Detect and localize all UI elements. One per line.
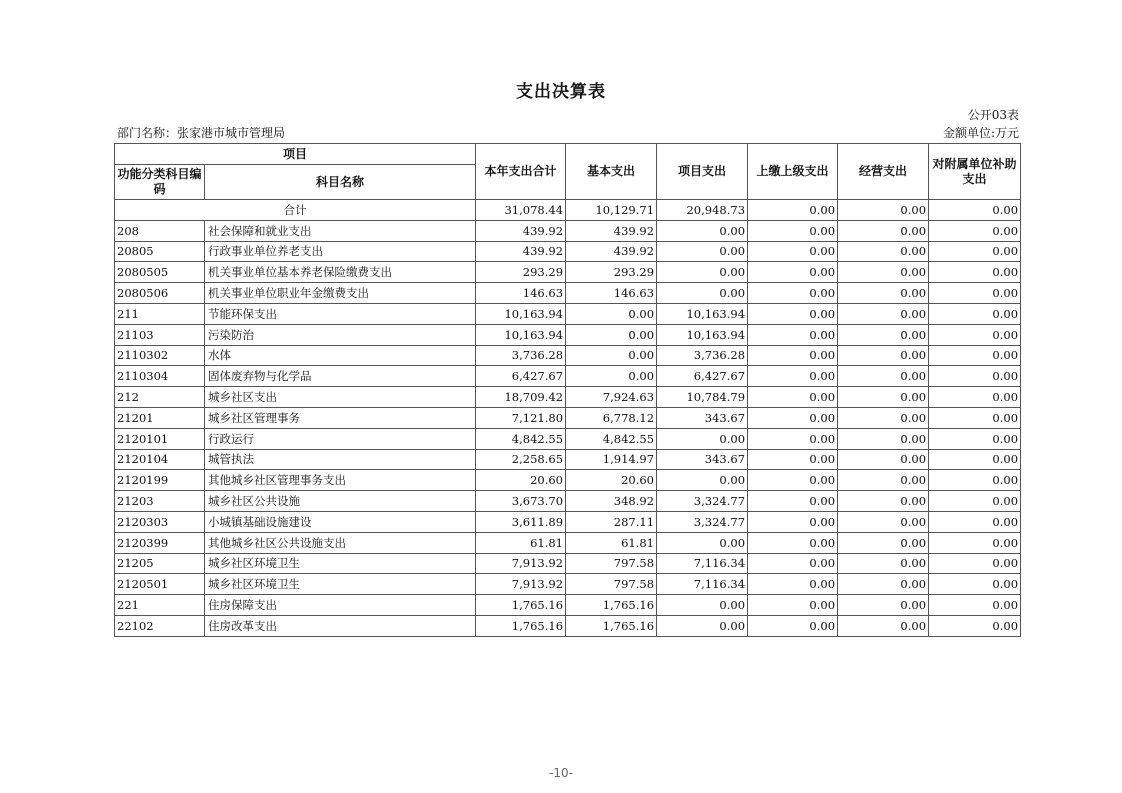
amount-unit-label: 金额单位:万元 [942,126,1019,140]
row-cell-business: 0.00 [838,553,929,574]
row-cell-subsidiary: 0.00 [929,241,1021,262]
row-cell-basic: 293.29 [566,262,657,283]
table-row [115,324,1021,345]
row-cell-project: 0.00 [657,470,748,491]
row-cell-basic: 797.58 [566,553,657,574]
row-cell-project: 3,324.77 [657,511,748,532]
row-code: 2120303 [115,511,205,532]
row-cell-business: 0.00 [838,345,929,366]
row-code: 2080505 [115,262,205,283]
row-item-name: 其他城乡社区公共设施支出 [205,532,476,553]
row-code: 212 [115,387,205,408]
total-cell-business: 0.00 [838,200,929,221]
row-cell-upper: 0.00 [748,449,838,470]
row-cell-subsidiary: 0.00 [929,303,1021,324]
row-cell-project: 0.00 [657,262,748,283]
row-code: 21203 [115,491,205,512]
row-item-name: 污染防治 [205,324,476,345]
table-row [115,491,1021,512]
row-item-name: 机关事业单位基本养老保险缴费支出 [205,262,476,283]
total-label: 合计 [115,200,476,221]
row-cell-subsidiary: 0.00 [929,449,1021,470]
row-cell-upper: 0.00 [748,595,838,616]
row-item-name: 住房改革支出 [205,615,476,636]
row-cell-upper: 0.00 [748,220,838,241]
header-basic: 基本支出 [566,144,657,200]
row-cell-total: 146.63 [476,283,566,304]
row-item-name: 机关事业单位职业年金缴费支出 [205,283,476,304]
row-cell-upper: 0.00 [748,615,838,636]
row-cell-upper: 0.00 [748,345,838,366]
row-cell-basic: 348.92 [566,491,657,512]
row-cell-subsidiary: 0.00 [929,595,1021,616]
row-code: 2120399 [115,532,205,553]
table-row [115,220,1021,241]
row-cell-business: 0.00 [838,366,929,387]
row-cell-subsidiary: 0.00 [929,491,1021,512]
row-code: 211 [115,303,205,324]
row-item-name: 城乡社区环境卫生 [205,553,476,574]
row-cell-basic: 1,914.97 [566,449,657,470]
page-title: 支出决算表 [516,82,606,102]
table-row [115,387,1021,408]
row-cell-total: 439.92 [476,220,566,241]
row-cell-basic: 439.92 [566,241,657,262]
row-cell-subsidiary: 0.00 [929,428,1021,449]
row-item-name: 固体废弃物与化学品 [205,366,476,387]
row-cell-subsidiary: 0.00 [929,407,1021,428]
row-cell-upper: 0.00 [748,470,838,491]
row-code: 2080506 [115,283,205,304]
table-row [115,532,1021,553]
row-cell-basic: 287.11 [566,511,657,532]
table-row [115,595,1021,616]
row-cell-project: 7,116.34 [657,574,748,595]
table-row [115,553,1021,574]
row-code: 21103 [115,324,205,345]
table-row [115,303,1021,324]
row-cell-total: 1,765.16 [476,595,566,616]
row-cell-basic: 146.63 [566,283,657,304]
row-cell-total: 7,121.80 [476,407,566,428]
row-cell-upper: 0.00 [748,241,838,262]
row-cell-subsidiary: 0.00 [929,262,1021,283]
row-cell-basic: 0.00 [566,366,657,387]
row-cell-basic: 1,765.16 [566,595,657,616]
row-cell-subsidiary: 0.00 [929,220,1021,241]
row-cell-total: 4,842.55 [476,428,566,449]
row-code: 2120101 [115,428,205,449]
row-code: 2110302 [115,345,205,366]
row-cell-subsidiary: 0.00 [929,511,1021,532]
row-cell-upper: 0.00 [748,262,838,283]
row-cell-subsidiary: 0.00 [929,470,1021,491]
row-cell-business: 0.00 [838,428,929,449]
row-cell-business: 0.00 [838,449,929,470]
row-cell-subsidiary: 0.00 [929,366,1021,387]
row-cell-upper: 0.00 [748,491,838,512]
row-cell-total: 20.60 [476,470,566,491]
row-code: 2120104 [115,449,205,470]
header-upper: 上缴上级支出 [748,144,838,200]
row-cell-upper: 0.00 [748,387,838,408]
row-cell-total: 7,913.92 [476,553,566,574]
table-row [115,262,1021,283]
row-cell-basic: 797.58 [566,574,657,595]
row-cell-project: 10,784.79 [657,387,748,408]
row-cell-upper: 0.00 [748,283,838,304]
row-cell-project: 343.67 [657,449,748,470]
table-row [115,283,1021,304]
row-cell-upper: 0.00 [748,366,838,387]
row-cell-project: 10,163.94 [657,303,748,324]
total-cell-basic: 10,129.71 [566,200,657,221]
row-cell-business: 0.00 [838,491,929,512]
row-cell-total: 18,709.42 [476,387,566,408]
row-cell-project: 0.00 [657,220,748,241]
row-cell-subsidiary: 0.00 [929,532,1021,553]
page-number: -10- [549,766,573,780]
row-item-name: 行政运行 [205,428,476,449]
row-cell-basic: 61.81 [566,532,657,553]
row-item-name: 水体 [205,345,476,366]
header-item-name: 科目名称 [205,165,476,200]
row-cell-subsidiary: 0.00 [929,324,1021,345]
row-cell-total: 3,736.28 [476,345,566,366]
row-cell-business: 0.00 [838,262,929,283]
department-name: 部门名称：张家港市城市管理局 [117,126,286,140]
row-cell-business: 0.00 [838,387,929,408]
row-cell-upper: 0.00 [748,532,838,553]
row-cell-total: 10,163.94 [476,324,566,345]
total-cell-project: 20,948.73 [657,200,748,221]
row-cell-subsidiary: 0.00 [929,283,1021,304]
table-row [115,407,1021,428]
row-cell-total: 3,673.70 [476,491,566,512]
table-row [115,366,1021,387]
row-cell-business: 0.00 [838,220,929,241]
row-cell-project: 10,163.94 [657,324,748,345]
row-item-name: 城乡社区公共设施 [205,491,476,512]
row-cell-subsidiary: 0.00 [929,574,1021,595]
row-cell-business: 0.00 [838,574,929,595]
row-cell-project: 3,324.77 [657,491,748,512]
row-cell-project: 0.00 [657,595,748,616]
row-cell-basic: 20.60 [566,470,657,491]
row-code: 21205 [115,553,205,574]
row-cell-upper: 0.00 [748,324,838,345]
row-cell-project: 0.00 [657,532,748,553]
row-cell-project: 343.67 [657,407,748,428]
row-cell-business: 0.00 [838,324,929,345]
header-project: 项目 [115,144,476,165]
row-cell-upper: 0.00 [748,511,838,532]
expenditure-table [114,143,1021,637]
row-cell-total: 2,258.65 [476,449,566,470]
table-row [115,511,1021,532]
row-cell-subsidiary: 0.00 [929,345,1021,366]
row-cell-project: 7,116.34 [657,553,748,574]
row-cell-upper: 0.00 [748,553,838,574]
header-business: 经营支出 [838,144,929,200]
table-row [115,241,1021,262]
header-project-expenditure: 项目支出 [657,144,748,200]
header-subsidiary: 对附属单位补助支出 [929,144,1021,200]
row-item-name: 节能环保支出 [205,303,476,324]
header-func-code: 功能分类科目编码 [115,165,205,200]
row-cell-business: 0.00 [838,595,929,616]
row-cell-business: 0.00 [838,532,929,553]
table-row [115,615,1021,636]
row-cell-basic: 439.92 [566,220,657,241]
row-code: 2120501 [115,574,205,595]
row-cell-business: 0.00 [838,511,929,532]
row-cell-total: 10,163.94 [476,303,566,324]
row-cell-total: 6,427.67 [476,366,566,387]
row-cell-upper: 0.00 [748,574,838,595]
table-row [115,428,1021,449]
row-code: 22102 [115,615,205,636]
row-item-name: 行政事业单位养老支出 [205,241,476,262]
row-cell-project: 0.00 [657,241,748,262]
total-cell-upper: 0.00 [748,200,838,221]
row-item-name: 城乡社区管理事务 [205,407,476,428]
total-cell-total: 31,078.44 [476,200,566,221]
row-cell-project: 3,736.28 [657,345,748,366]
row-cell-business: 0.00 [838,283,929,304]
row-cell-subsidiary: 0.00 [929,553,1021,574]
row-cell-basic: 0.00 [566,324,657,345]
row-cell-basic: 7,924.63 [566,387,657,408]
total-cell-subsidiary: 0.00 [929,200,1021,221]
row-cell-upper: 0.00 [748,407,838,428]
row-cell-business: 0.00 [838,615,929,636]
row-item-name: 小城镇基础设施建设 [205,511,476,532]
row-code: 20805 [115,241,205,262]
row-cell-project: 6,427.67 [657,366,748,387]
row-code: 21201 [115,407,205,428]
row-cell-basic: 1,765.16 [566,615,657,636]
row-code: 221 [115,595,205,616]
row-cell-upper: 0.00 [748,303,838,324]
row-cell-project: 0.00 [657,428,748,449]
row-cell-subsidiary: 0.00 [929,615,1021,636]
row-code: 2110304 [115,366,205,387]
row-cell-project: 0.00 [657,283,748,304]
row-cell-total: 61.81 [476,532,566,553]
row-cell-total: 3,611.89 [476,511,566,532]
row-cell-total: 293.29 [476,262,566,283]
row-code: 2120199 [115,470,205,491]
row-cell-basic: 4,842.55 [566,428,657,449]
table-row [115,345,1021,366]
row-item-name: 城乡社区支出 [205,387,476,408]
row-cell-project: 0.00 [657,615,748,636]
row-cell-total: 1,765.16 [476,615,566,636]
row-cell-basic: 0.00 [566,345,657,366]
header-total: 本年支出合计 [476,144,566,200]
row-cell-business: 0.00 [838,241,929,262]
row-code: 208 [115,220,205,241]
row-cell-total: 7,913.92 [476,574,566,595]
row-cell-total: 439.92 [476,241,566,262]
row-item-name: 其他城乡社区管理事务支出 [205,470,476,491]
row-item-name: 城乡社区环境卫生 [205,574,476,595]
row-cell-basic: 6,778.12 [566,407,657,428]
row-cell-business: 0.00 [838,303,929,324]
row-item-name: 住房保障支出 [205,595,476,616]
row-cell-subsidiary: 0.00 [929,387,1021,408]
table-row [115,470,1021,491]
row-cell-business: 0.00 [838,407,929,428]
row-cell-basic: 0.00 [566,303,657,324]
table-row [115,574,1021,595]
row-cell-business: 0.00 [838,470,929,491]
table-number-label: 公开03表 [967,108,1019,122]
row-item-name: 社会保障和就业支出 [205,220,476,241]
table-row [115,449,1021,470]
row-cell-upper: 0.00 [748,428,838,449]
row-item-name: 城管执法 [205,449,476,470]
total-row [115,200,1021,221]
